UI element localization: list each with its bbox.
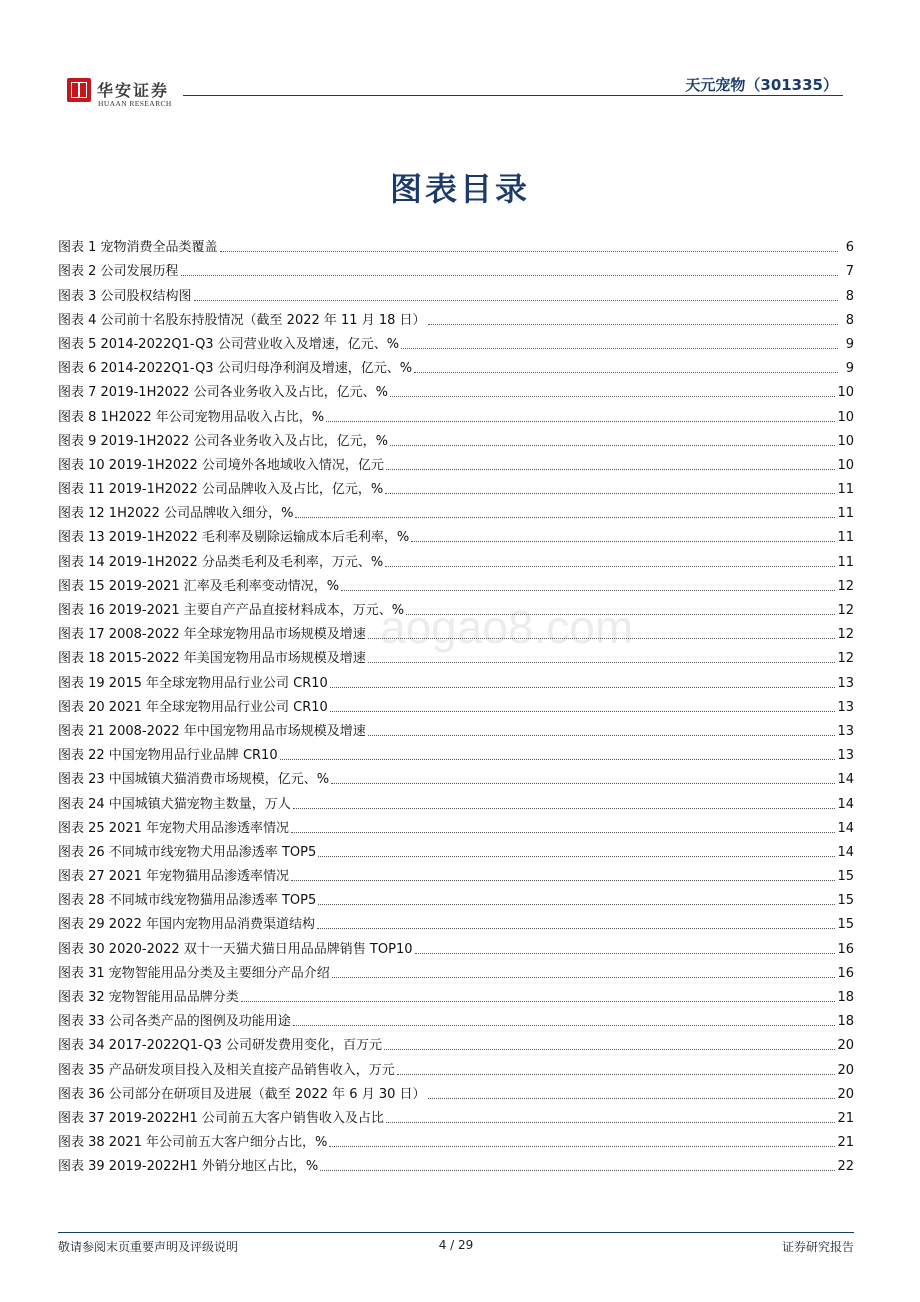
toc-entry-page: 14 xyxy=(837,796,854,812)
toc-entry[interactable] xyxy=(58,1079,854,1103)
toc-entry[interactable] xyxy=(58,377,854,401)
toc-entry-label: 图表 39 2019-2022H1 外销分地区占比，% xyxy=(58,1159,319,1175)
toc-dot-leader xyxy=(220,251,838,252)
toc-entry-page: 12 xyxy=(837,578,854,594)
report-title: 天元宠物（301335） xyxy=(685,76,838,94)
toc-entry-label: 图表 31 宠物智能用品分类及主要细分产品介绍 xyxy=(58,965,330,981)
toc-entry-page: 11 xyxy=(837,530,854,546)
toc-entry-page: 10 xyxy=(837,457,854,473)
toc-entry-label: 图表 23 中国城镇犬猫消费市场规模，亿元、% xyxy=(58,772,330,788)
footer-divider xyxy=(58,1232,854,1233)
toc-entry[interactable] xyxy=(58,813,854,837)
watermark: aogao8.com xyxy=(380,601,634,653)
toc-entry[interactable] xyxy=(58,692,854,716)
toc-entry[interactable] xyxy=(58,740,854,764)
toc-entry[interactable] xyxy=(58,619,854,643)
toc-dot-leader xyxy=(341,590,835,591)
page-header xyxy=(0,0,920,120)
toc-entry-label: 图表 7 2019-1H2022 公司各业务收入及占比，亿元、% xyxy=(58,385,388,401)
toc-entry-label: 图表 11 2019-1H2022 公司品牌收入及占比，亿元，% xyxy=(58,482,384,498)
toc-entry-label: 图表 13 2019-1H2022 毛利率及剔除运输成本后毛利率，% xyxy=(58,530,410,546)
toc-entry[interactable] xyxy=(58,667,854,691)
toc-entry-label: 图表 6 2014-2022Q1-Q3 公司归母净利润及增速，亿元、% xyxy=(58,361,413,377)
toc-entry-label: 图表 16 2019-2021 主要自产产品直接材料成本，万元、% xyxy=(58,603,405,618)
toc-dot-leader xyxy=(295,517,835,518)
toc-entry-page: 11 xyxy=(837,506,854,522)
toc-entry[interactable] xyxy=(58,1103,854,1127)
toc-dot-leader xyxy=(390,445,836,446)
toc-dot-leader xyxy=(330,687,836,688)
toc-dot-leader xyxy=(318,856,835,857)
toc-entry-label: 图表 5 2014-2022Q1-Q3 公司营业收入及增速，亿元、% xyxy=(58,336,400,352)
toc-entry-page: 13 xyxy=(837,699,854,715)
toc-entry-label: 图表 35 产品研发项目投入及相关直接产品销售收入，万元 xyxy=(58,1062,395,1078)
toc-dot-leader xyxy=(332,977,836,978)
page-title: 图表目录 xyxy=(389,170,530,208)
header-divider xyxy=(183,95,843,96)
toc-dot-leader xyxy=(386,469,836,470)
toc-entry-label: 图表 20 2021 年全球宠物用品行业公司 CR10 xyxy=(58,699,328,715)
toc-entry[interactable] xyxy=(58,1127,854,1151)
toc-entry[interactable] xyxy=(58,933,854,957)
toc-entry-label: 图表 21 2008-2022 年中国宠物用品市场规模及增速 xyxy=(58,723,366,739)
toc-entry-label: 图表 12 1H2022 公司品牌收入细分，% xyxy=(58,506,294,522)
toc-dot-leader xyxy=(326,421,835,422)
toc-entry-label: 图表 17 2008-2022 年全球宠物用品市场规模及增速 xyxy=(58,627,366,643)
toc-dot-leader xyxy=(397,1074,836,1075)
toc-dot-leader xyxy=(330,711,836,712)
toc-dot-leader xyxy=(280,759,836,760)
toc-entry-label: 图表 3 公司股权结构图 xyxy=(58,288,192,304)
toc-entry-page: 12 xyxy=(837,603,854,618)
toc-entry-page: 15 xyxy=(837,917,854,933)
toc-dot-leader xyxy=(384,1049,835,1050)
logo-name-en: HUAAN RESEARCH xyxy=(98,99,172,108)
toc-entry-page: 6 xyxy=(845,240,854,256)
page-number: 4 / 29 xyxy=(438,1238,474,1252)
toc-entry-label: 图表 38 2021 年公司前五大客户细分占比，% xyxy=(58,1135,328,1151)
toc-entry[interactable] xyxy=(58,861,854,885)
toc-entry-page: 12 xyxy=(837,651,854,667)
toc-entry-page: 14 xyxy=(837,772,854,788)
toc-entry-page: 14 xyxy=(837,844,854,860)
toc-entry-page: 13 xyxy=(837,675,854,691)
toc-dot-leader xyxy=(428,324,839,325)
toc-entry[interactable] xyxy=(58,256,854,280)
page-footer xyxy=(58,1238,854,1256)
toc-entry-page: 20 xyxy=(837,1086,854,1102)
toc-entry[interactable] xyxy=(58,837,854,861)
toc-entry[interactable] xyxy=(58,1030,854,1054)
toc-dot-leader xyxy=(318,904,835,905)
toc-entry-page: 16 xyxy=(837,941,854,957)
toc-entry-label: 图表 32 宠物智能用品品牌分类 xyxy=(58,990,239,1005)
toc-dot-leader xyxy=(368,662,836,663)
toc-entry-page: 20 xyxy=(837,1038,854,1054)
toc-entry-label: 图表 33 公司各类产品的图例及功能用途 xyxy=(58,1014,291,1030)
toc-entry[interactable] xyxy=(58,595,854,619)
toc-entry[interactable] xyxy=(58,1151,854,1175)
toc-dot-leader xyxy=(329,1146,835,1147)
toc-entry[interactable] xyxy=(58,885,854,909)
toc-entry[interactable] xyxy=(58,426,854,450)
toc-entry[interactable] xyxy=(58,764,854,788)
toc-entry-label: 图表 10 2019-1H2022 公司境外各地域收入情况，亿元 xyxy=(58,457,384,473)
toc-dot-leader xyxy=(241,1001,836,1002)
toc-entry-page: 18 xyxy=(837,990,854,1005)
toc-entry-page: 9 xyxy=(845,336,854,352)
toc-dot-leader xyxy=(390,396,836,397)
toc-entry-page: 11 xyxy=(837,554,854,570)
toc-dot-leader xyxy=(415,953,836,954)
toc-entry-label: 图表 22 中国宠物用品行业品牌 CR10 xyxy=(58,748,278,764)
toc-entry-label: 图表 36 公司部分在研项目及进展（截至 2022 年 6 月 30 日） xyxy=(58,1086,426,1102)
toc-dot-leader xyxy=(317,928,835,929)
toc-dot-leader xyxy=(293,808,836,809)
toc-entry-label: 图表 27 2021 年宠物猫用品渗透率情况 xyxy=(58,869,290,885)
toc-entry[interactable] xyxy=(58,982,854,1006)
toc-entry-page: 20 xyxy=(837,1062,854,1078)
toc-entry-label: 图表 1 宠物消费全品类覆盖 xyxy=(58,240,218,256)
toc-entry-page: 14 xyxy=(837,820,854,836)
toc-entry[interactable] xyxy=(58,474,854,498)
toc-dot-leader xyxy=(291,880,835,881)
toc-entry-label: 图表 30 2020-2022 双十一天猫犬猫日用品品牌销售 TOP10 xyxy=(58,941,413,957)
toc-entry-label: 图表 2 公司发展历程 xyxy=(58,264,179,280)
toc-entry-label: 图表 26 不同城市线宠物犬用品渗透率 TOP5 xyxy=(58,844,317,860)
toc-entry-label: 图表 4 公司前十名股东持股情况（截至 2022 年 11 月 18 日） xyxy=(58,312,426,328)
toc-entry[interactable] xyxy=(58,1054,854,1078)
logo-name-cn: 华安证券 xyxy=(97,81,170,100)
toc-entry[interactable] xyxy=(58,498,854,522)
toc-entry[interactable] xyxy=(58,546,854,570)
toc-entry-label: 图表 34 2017-2022Q1-Q3 公司研发费用变化，百万元 xyxy=(58,1038,382,1054)
toc-entry-page: 10 xyxy=(837,433,854,449)
footer-disclaimer: 敬请参阅末页重要声明及评级说明 xyxy=(58,1240,239,1254)
toc-entry-page: 13 xyxy=(837,723,854,739)
toc-entry-label: 图表 15 2019-2021 汇率及毛利率变动情况，% xyxy=(58,578,340,594)
toc-entry-page: 11 xyxy=(837,482,854,498)
footer-report-type: 证券研究报告 xyxy=(781,1240,854,1254)
toc-entry-page: 9 xyxy=(845,361,854,377)
huaan-logo-icon xyxy=(67,78,91,102)
toc-entry-label: 图表 25 2021 年宠物犬用品渗透率情况 xyxy=(58,820,290,836)
toc-entry-page: 22 xyxy=(837,1159,854,1175)
toc-entry[interactable] xyxy=(58,353,854,377)
toc-dot-leader xyxy=(385,566,835,567)
toc-entry-page: 8 xyxy=(845,288,854,304)
toc-entry-page: 16 xyxy=(837,965,854,981)
toc-entry[interactable] xyxy=(58,958,854,982)
toc-entry[interactable] xyxy=(58,522,854,546)
toc-dot-leader xyxy=(428,1098,836,1099)
toc-entry[interactable] xyxy=(58,305,854,329)
toc-entry-label: 图表 24 中国城镇犬猫宠物主数量，万人 xyxy=(58,796,291,812)
toc-entry[interactable] xyxy=(58,450,854,474)
toc-entry[interactable] xyxy=(58,401,854,425)
toc-dot-leader xyxy=(181,275,838,276)
toc-entry[interactable] xyxy=(58,571,854,595)
toc-dot-leader xyxy=(414,372,838,373)
toc-dot-leader xyxy=(385,493,835,494)
toc-entry-label: 图表 28 不同城市线宠物猫用品渗透率 TOP5 xyxy=(58,893,317,909)
toc-entry[interactable] xyxy=(58,643,854,667)
toc-entry-page: 21 xyxy=(837,1135,854,1151)
toc-entry[interactable] xyxy=(58,280,854,304)
toc-entry-page: 18 xyxy=(837,1014,854,1030)
toc-entry-page: 13 xyxy=(837,748,854,764)
toc-entry-label: 图表 18 2015-2022 年美国宠物用品市场规模及增速 xyxy=(58,651,366,667)
toc-dot-leader xyxy=(368,638,836,639)
toc-dot-leader xyxy=(386,1122,836,1123)
toc-dot-leader xyxy=(411,541,835,542)
toc-entry-page: 21 xyxy=(837,1110,854,1126)
toc-entry-page: 15 xyxy=(837,869,854,885)
toc-entry-page: 15 xyxy=(837,893,854,909)
toc-entry-label: 图表 8 1H2022 年公司宠物用品收入占比，% xyxy=(58,409,325,425)
toc-entry-page: 7 xyxy=(845,264,854,280)
toc-entry-label: 图表 29 2022 年国内宠物用品消费渠道结构 xyxy=(58,917,316,933)
toc-dot-leader xyxy=(291,832,835,833)
toc-dot-leader xyxy=(331,783,835,784)
toc-dot-leader xyxy=(406,614,835,615)
toc-entry-label: 图表 37 2019-2022H1 公司前五大客户销售收入及占比 xyxy=(58,1110,384,1126)
table-of-figures xyxy=(58,232,854,1175)
toc-dot-leader xyxy=(194,300,838,301)
toc-entry-page: 10 xyxy=(837,385,854,401)
toc-entry[interactable] xyxy=(58,716,854,740)
toc-entry-label: 图表 9 2019-1H2022 公司各业务收入及占比，亿元，% xyxy=(58,433,388,449)
toc-dot-leader xyxy=(320,1170,835,1171)
toc-dot-leader xyxy=(368,735,836,736)
toc-entry-page: 8 xyxy=(845,312,854,328)
toc-entry-page: 12 xyxy=(837,627,854,643)
toc-entry-label: 图表 14 2019-1H2022 分品类毛利及毛利率，万元、% xyxy=(58,554,384,570)
toc-entry[interactable] xyxy=(58,788,854,812)
toc-entry[interactable] xyxy=(58,329,854,353)
toc-entry-label: 图表 19 2015 年全球宠物用品行业公司 CR10 xyxy=(58,675,328,691)
toc-dot-leader xyxy=(293,1025,836,1026)
toc-entry[interactable] xyxy=(58,909,854,933)
toc-entry[interactable] xyxy=(58,232,854,256)
toc-dot-leader xyxy=(401,348,838,349)
toc-entry[interactable] xyxy=(58,1006,854,1030)
toc-entry-page: 10 xyxy=(837,409,854,425)
